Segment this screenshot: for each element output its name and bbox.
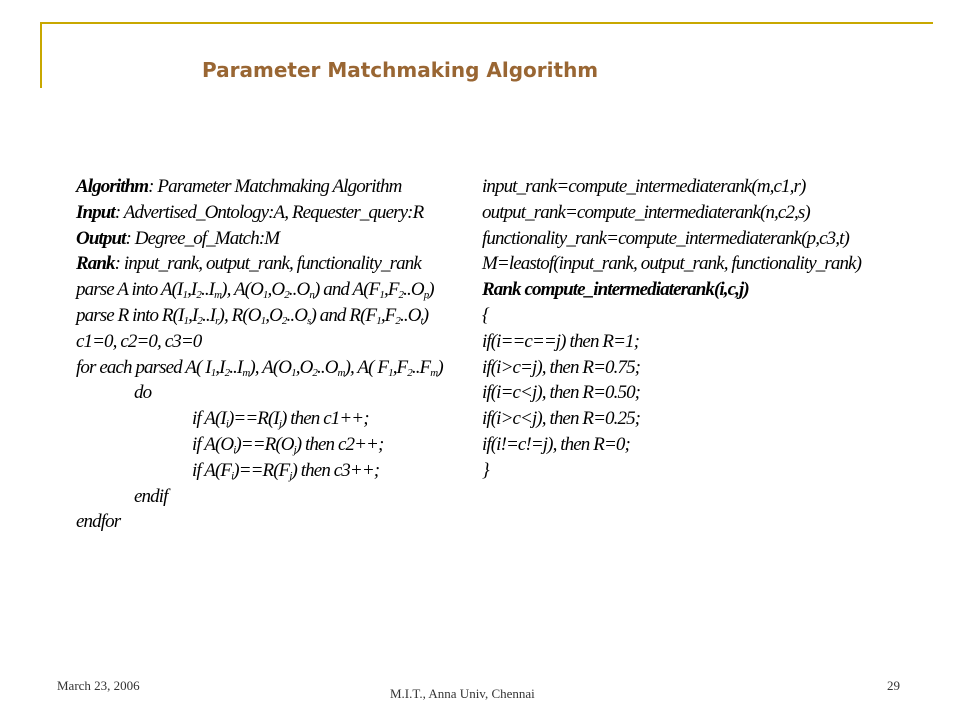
subscript: p: [423, 289, 429, 302]
parse-r-text: parse R into R(I: [76, 304, 184, 326]
rank-label: Rank: [76, 253, 115, 275]
subscript: j: [289, 469, 292, 482]
output-rank-line: output_rank=compute_intermediaterank(n,c2,s): [482, 201, 810, 223]
parse-r-text: ..O: [400, 304, 421, 326]
functionality-rank-line: functionality_rank=compute_intermediaterank(p,c3,t): [482, 227, 849, 249]
foreach-text: ), A( F: [344, 356, 389, 378]
foreach-text: ,O: [295, 356, 313, 378]
parse-a-text: ,O: [267, 279, 285, 301]
algorithm-text: : Parameter Matchmaking Algorithm: [148, 176, 402, 197]
subscript: 1: [262, 289, 268, 302]
parse-a-text: ..I: [200, 279, 215, 301]
if-text: ) then c3++;: [291, 459, 380, 481]
foreach-line: [76, 355, 466, 381]
parse-a-text: ..O: [403, 279, 424, 301]
do-line: do: [134, 382, 152, 404]
subscript: 1: [183, 314, 189, 327]
foreach-text: ), A(O: [249, 356, 292, 378]
if-text: )==R(O: [235, 433, 294, 455]
parse-a-text: ) and A(F: [313, 279, 380, 301]
subscript: r: [215, 314, 219, 327]
rank-case-line: if(i!=c!=j), then R=0;: [482, 433, 630, 455]
subscript: 1: [291, 366, 296, 379]
subscript: 2: [284, 289, 289, 302]
parse-r-text: ): [422, 304, 429, 326]
algorithm-line: [76, 174, 466, 200]
rank-case-line: if(i==c==j) then R=1;: [482, 330, 640, 352]
if-text: ) then c1++;: [280, 408, 369, 430]
foreach-text: ,I: [215, 356, 225, 378]
close-brace-line: }: [482, 459, 489, 481]
input-rank-line: input_rank=compute_intermediaterank(m,c1,r): [482, 176, 806, 197]
output-line: [76, 226, 466, 252]
if-text: )==R(F: [233, 459, 290, 481]
if-text: if A(O: [192, 433, 234, 455]
subscript: 2: [281, 314, 287, 327]
parse-r-text: ,I: [188, 304, 198, 326]
subscript: i: [231, 469, 234, 482]
endif-line: endif: [134, 485, 168, 507]
subscript: 2: [196, 289, 201, 302]
if-text: if A(I: [192, 408, 226, 430]
slide-title: Parameter Matchmaking Algorithm: [202, 58, 599, 82]
subscript: 1: [379, 289, 384, 302]
subscript: i: [225, 418, 228, 431]
foreach-text: ..F: [411, 356, 431, 378]
parse-r-line: [76, 303, 466, 329]
output-text: : Degree_of_Match:M: [125, 227, 280, 249]
if-functionality-line: [76, 458, 466, 484]
subscript: 2: [398, 289, 404, 302]
foreach-text: ..I: [229, 356, 243, 378]
subscript: 1: [182, 289, 188, 302]
if-output-line: [76, 432, 466, 458]
rank-function-line: Rank compute_intermediaterank(i,c,j): [482, 279, 749, 301]
parse-a-text: parse A into A(I: [76, 279, 183, 301]
subscript: 1: [376, 314, 381, 327]
rank-case-line: if(i>c<j), then R=0.25;: [482, 408, 641, 430]
subscript: 1: [260, 314, 266, 327]
subscript: 2: [197, 314, 202, 327]
rank-line: [76, 251, 466, 277]
subscript: s: [307, 314, 311, 327]
foreach-text: ,F: [392, 356, 408, 378]
subscript: m: [430, 366, 438, 379]
parse-a-text: ..O: [288, 279, 310, 301]
algorithm-right-column: [482, 174, 922, 484]
parse-a-text: ), A(O: [221, 279, 263, 301]
foreach-text: for each parsed A( I: [76, 356, 211, 378]
algorithm-left-column: [76, 174, 466, 535]
left-rule: [40, 22, 42, 88]
parse-a-text: ,I: [187, 279, 197, 301]
top-rule: [40, 22, 933, 24]
if-input-line: [76, 406, 466, 432]
footer-date: March 23, 2006: [57, 678, 140, 693]
subscript: 2: [312, 366, 318, 379]
subscript: m: [242, 366, 250, 379]
open-brace-line: {: [482, 304, 489, 326]
foreach-text: ): [437, 356, 443, 378]
subscript: m: [214, 289, 222, 302]
subscript: t: [420, 314, 423, 327]
parse-a-text: ,F: [383, 279, 399, 301]
parse-a-line: [76, 277, 466, 303]
least-of-line: M=leastof(input_rank, output_rank, functionality_rank): [482, 253, 862, 275]
subscript: 2: [224, 366, 230, 379]
input-label: Input: [76, 201, 115, 223]
subscript: j: [293, 443, 296, 456]
subscript: j: [278, 418, 281, 431]
subscript: 1: [388, 366, 393, 379]
footer-institution: M.I.T., Anna Univ, Chennai: [390, 686, 535, 701]
subscript: 2: [395, 314, 400, 327]
subscript: 1: [210, 366, 216, 379]
subscript: n: [309, 289, 314, 302]
page-number: 29: [887, 678, 900, 693]
parse-r-text: ), R(O: [218, 304, 261, 326]
subscript: m: [337, 366, 345, 379]
rank-text: : input_rank, output_rank, functionality_rank: [114, 253, 421, 275]
parse-r-text: ..I: [202, 304, 216, 326]
subscript: i: [233, 443, 236, 456]
algorithm-label: Algorithm: [76, 176, 149, 197]
endfor-line: endfor: [76, 511, 121, 533]
subscript: 2: [407, 366, 412, 379]
parse-a-text: ): [428, 279, 434, 301]
parse-r-text: ,F: [380, 304, 396, 326]
init-line: c1=0, c2=0, c3=0: [76, 330, 202, 352]
rank-case-line: if(i>c=j), then R=0.75;: [482, 356, 641, 378]
parse-r-text: ) and R(F: [310, 304, 377, 326]
if-text: if A(F: [192, 459, 232, 481]
if-text: )==R(I: [227, 408, 279, 430]
rank-case-line: if(i=c<j), then R=0.50;: [482, 382, 641, 404]
parse-r-text: ..O: [286, 304, 308, 326]
if-text: ) then c2++;: [295, 433, 384, 455]
parse-r-text: ,O: [265, 304, 282, 326]
foreach-text: ..O: [317, 356, 338, 378]
output-label: Output: [76, 227, 126, 249]
input-text: : Advertised_Ontology:A, Requester_query:R: [114, 201, 424, 223]
input-line: [76, 200, 466, 226]
